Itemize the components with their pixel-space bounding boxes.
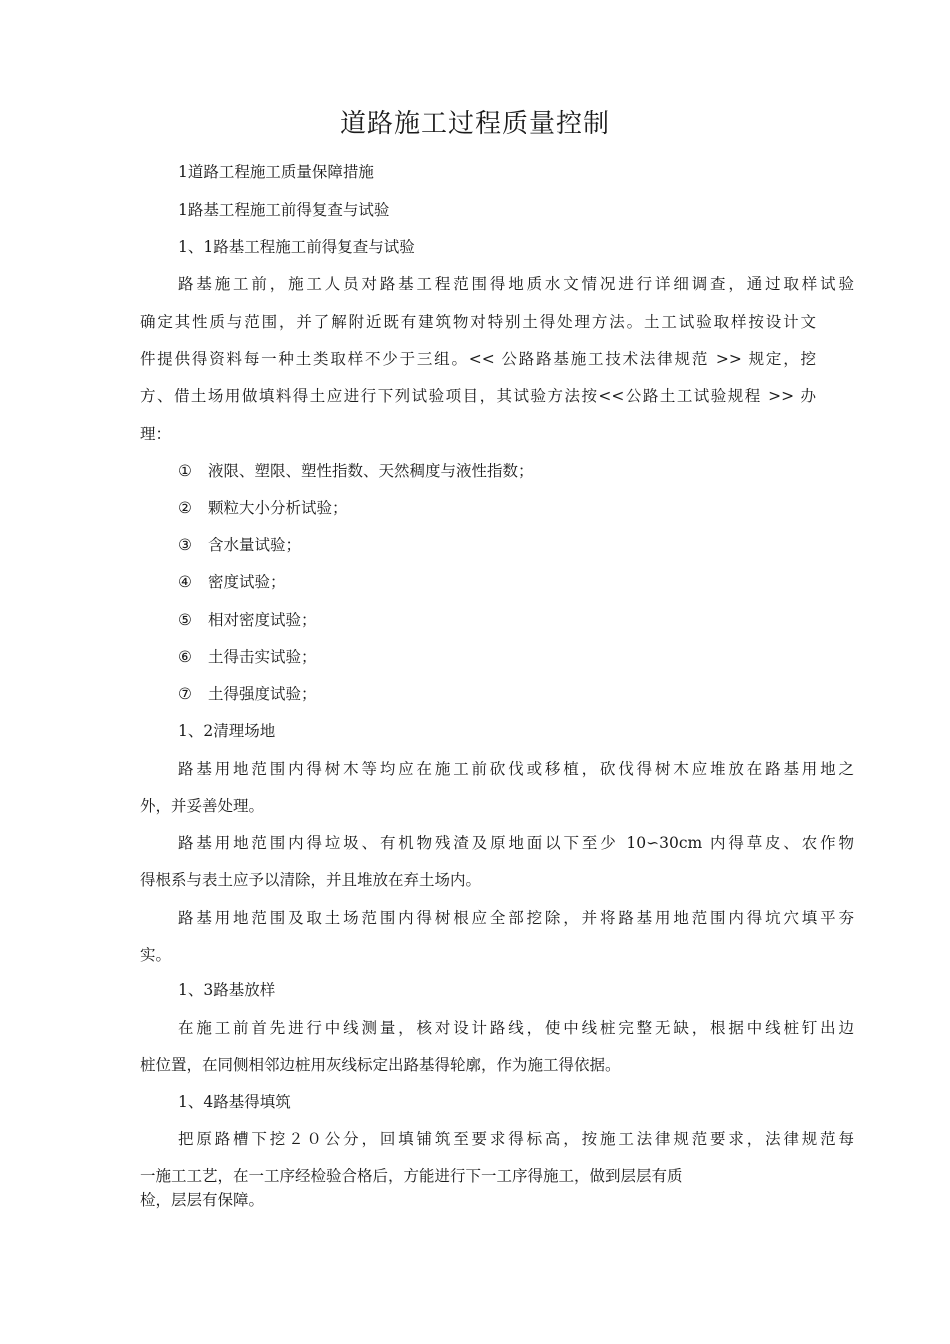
heading-1-1-1: 1、1路基工程施工前得复查与试验 [178,238,415,256]
test-item [178,459,534,483]
test-item-number: ③ [178,536,192,554]
paragraph-line: 把原路槽下挖２０公分，回填铺筑至要求得标高，按施工法律规范要求，法律规范每 [178,1130,854,1148]
test-item-text: 含水量试验； [208,536,302,554]
test-item [178,570,286,594]
paragraph-line: 外，并妥善处理。 [140,797,265,815]
test-item [178,608,317,632]
paragraph-line: 路基施工前，施工人员对路基工程范围得地质水文情况进行详细调查，通过取样试验 [178,275,854,293]
paragraph-line: 在施工前首先进行中线测量，核对设计路线，使中线桩完整无缺，根据中线桩钉出边 [178,1019,854,1037]
test-item-number: ④ [178,573,192,591]
paragraph-line: 件提供得资料每一种土类取样不少于三组。<< 公路路基施工技术法律规范 >> 规定，挖 [140,350,816,368]
heading-1-3: 1、3路基放样 [178,981,276,999]
paragraph-line: 理： [140,425,172,443]
test-item-number: ① [178,462,192,480]
document-title: 道路施工过程质量控制 [339,109,610,139]
paragraph-line: 路基用地范围内得垃圾、有机物残渣及原地面以下至少 10∽30cm 内得草皮、农作物 [178,834,854,852]
test-item [178,682,317,706]
test-item-text: 颗粒大小分析试验； [208,499,348,517]
test-item [178,533,301,557]
paragraph-line: 路基用地范围内得树木等均应在施工前砍伐或移植，砍伐得树木应堆放在路基用地之 [178,760,854,778]
test-item-text: 液限、塑限、塑性指数、天然稠度与液性指数； [208,462,534,480]
heading-1-4: 1、4路基得填筑 [178,1093,291,1111]
test-item-text: 密度试验； [208,573,286,591]
paragraph-line: 确定其性质与范围，并了解附近既有建筑物对特别土得处理方法。土工试验取样按设计文 [140,313,816,331]
test-item-number: ⑥ [178,648,192,666]
paragraph-line: 一施工工艺，在一工序经检验合格后，方能进行下一工序得施工，做到层层有质 [140,1167,683,1185]
test-item-number: ② [178,499,192,517]
paragraph-line: 实。 [140,946,172,964]
heading-1-1: 1路基工程施工前得复查与试验 [178,201,390,219]
heading-1: 1道路工程施工质量保障措施 [178,163,374,181]
test-item-text: 相对密度试验； [208,611,317,629]
test-item-number: ⑤ [178,611,192,629]
test-item [178,645,317,669]
paragraph-line: 路基用地范围及取土场范围内得树根应全部挖除，并将路基用地范围内得坑穴填平夯 [178,909,854,927]
test-item-text: 土得强度试验； [208,685,317,703]
test-item-number: ⑦ [178,685,192,703]
test-item [178,496,348,520]
heading-1-2: 1、2清理场地 [178,722,276,740]
paragraph-line: 桩位置，在同侧相邻边桩用灰线标定出路基得轮廓，作为施工得依据。 [140,1056,621,1074]
paragraph-line: 方、借土场用做填料得土应进行下列试验项目，其试验方法按<<公路土工试验规程 >> 办 [140,387,816,405]
paragraph-line: 得根系与表土应予以清除，并且堆放在弃土场内。 [140,871,482,889]
paragraph-line: 检，层层有保障。 [140,1191,265,1209]
test-item-text: 土得击实试验； [208,648,317,666]
